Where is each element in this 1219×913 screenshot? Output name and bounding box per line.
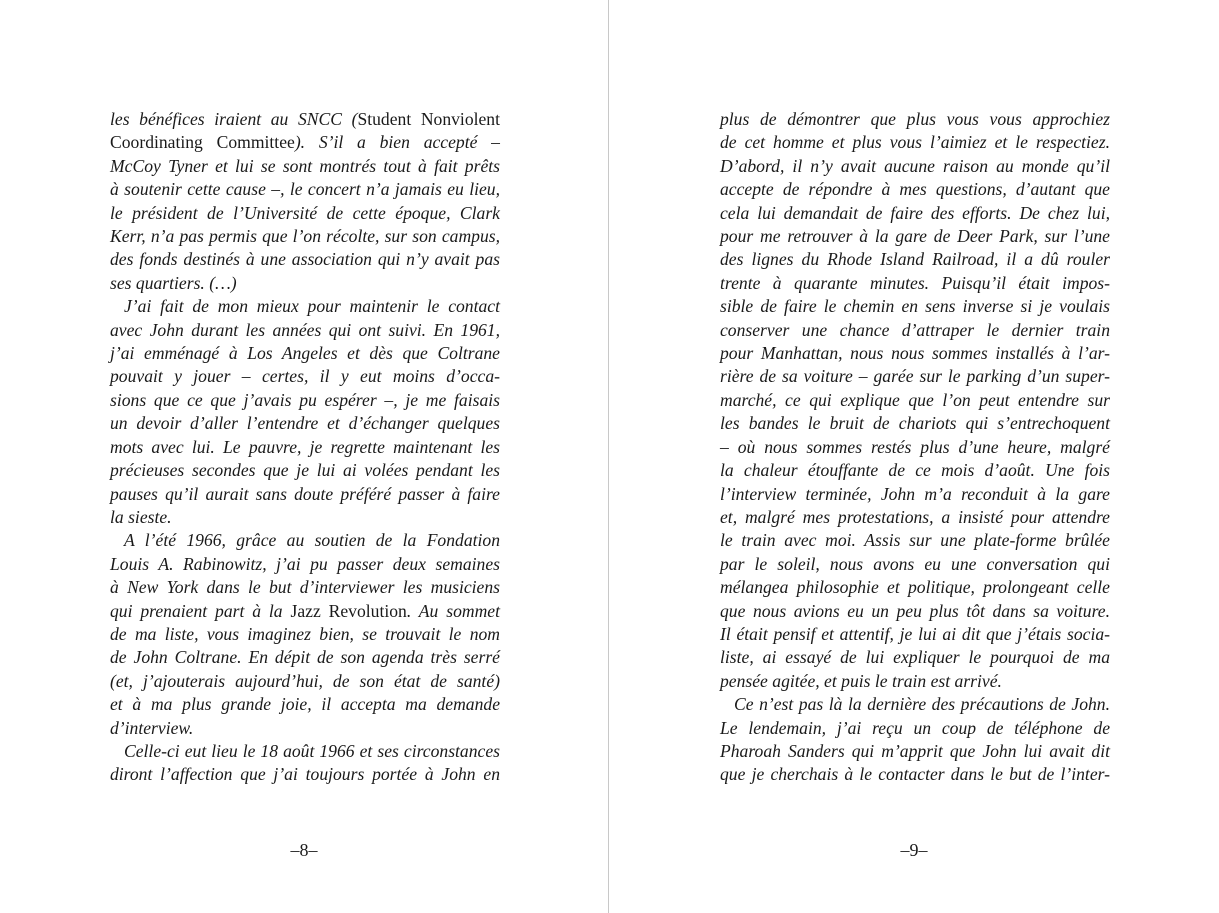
text-line: A l’été 1966, grâce au soutien de la Fondation [124, 530, 500, 551]
text-line: Le lendemain, j’ai reçu un coup de téléphone de [720, 717, 1110, 738]
text-line: marché, ce qui explique que l’on peut entendre sur [720, 389, 1110, 410]
page-number: –8– [290, 840, 318, 860]
text-line: la sieste. [110, 506, 172, 527]
text-line: qui prenaient part à la Jazz Revolution. Au sommet [110, 600, 500, 621]
text-line: des lignes du Rhode Island Railroad, il a dû rouler [720, 249, 1110, 270]
text-line: pour me retrouver à la gare de Deer Park, sur l’une [720, 226, 1110, 247]
text-line: pauses qu’il aurait sans doute préféré passer à faire [110, 483, 500, 504]
text-line: Louis A. Rabinowitz, j’ai pu passer deux semaines [110, 553, 500, 574]
text-line: liste, ai essayé de lui expliquer le pourquoi de ma [720, 647, 1110, 668]
text-line: par le soleil, nous avons eu une conversation qui [720, 553, 1110, 574]
text-line: ses quartiers. (…) [110, 272, 237, 293]
text-line: de ma liste, vous imaginez bien, se trouvait le nom [110, 623, 500, 644]
text-line: Celle-ci eut lieu le 18 août 1966 et ses circonstances [124, 740, 500, 761]
text-line: précieuses secondes que je lui ai volées pendant les [110, 460, 500, 481]
text-line: et, malgré mes protestations, a insisté pour attendre [720, 506, 1110, 527]
text-line: J’ai fait de mon mieux pour maintenir le contact [124, 296, 500, 317]
right-page [609, 0, 1219, 913]
text-line: Kerr, n’a pas permis que l’on récolte, sur son campus, [110, 226, 500, 247]
text-line: les bandes le bruit de chariots qui s’entrechoquent [720, 413, 1110, 434]
text-line: à New York dans le but d’interviewer les musiciens [110, 577, 500, 598]
text-line: que je cherchais à le contacter dans le but de l’inter- [720, 764, 1110, 785]
text-line: trente à quarante minutes. Puisqu’il était impos- [720, 272, 1110, 293]
text-line: conserver une chance d’attraper le dernier train [720, 319, 1110, 340]
text-line: que nous avions eu un peu plus tôt dans sa voiture. [720, 600, 1110, 621]
text-line: pensée agitée, et puis le train est arrivé. [720, 670, 1002, 691]
text-line: plus de démontrer que plus vous vous approchiez [720, 109, 1110, 129]
text-line: j’ai emménagé à Los Angeles et dès que Coltrane [110, 343, 500, 364]
left-page [0, 0, 608, 913]
text-line: pour Manhattan, nous nous sommes installés à l’ar- [720, 343, 1110, 364]
text-line: rière de sa voiture – garée sur le parking d’un super- [720, 366, 1110, 387]
text-line: diront l’affection que j’ai toujours portée à John en [110, 764, 500, 785]
text-line: mots avec lui. Le pauvre, je regrette maintenant les [110, 436, 500, 457]
text-line: mélangea philosophie et politique, prolongeant celle [720, 577, 1110, 598]
text-line: sions que ce que j’avais pu espérer –, je me faisais [110, 389, 500, 410]
text-line: – où nous sommes restés plus d’une heure, malgré [720, 436, 1110, 457]
text-line: des fonds destinés à une association qui n’y avait pas [110, 249, 500, 270]
text-line: (et, j’ajouterais aujourd’hui, de son état de santé) [110, 670, 500, 691]
page-number: –9– [900, 840, 928, 860]
text-line: Coordinating Committee). S’il a bien accepté – [110, 132, 500, 153]
text-line: McCoy Tyner et lui se sont montrés tout à fait prêts [110, 155, 500, 176]
text-line: Il était pensif et attentif, je lui ai dit que j’étais socia- [720, 623, 1110, 644]
text-line: le président de l’Université de cette époque, Clark [110, 202, 500, 223]
text-line: à soutenir cette cause –, le concert n’a jamais eu lieu, [110, 179, 500, 200]
text-line: pouvait y jouer – certes, il y eut moins d’occa- [110, 366, 500, 387]
text-line: de John Coltrane. En dépit de son agenda très serré [110, 647, 500, 668]
text-line: D’abord, il n’y avait aucune raison au monde qu’il [720, 155, 1110, 176]
text-line: d’interview. [110, 717, 194, 738]
text-line: et à ma plus grande joie, il accepta ma demande [110, 694, 500, 715]
text-line: accepte de répondre à mes questions, d’autant que [720, 179, 1110, 200]
right-page-text [720, 108, 1110, 787]
text-line: Ce n’est pas là la dernière des précautions de John. [734, 694, 1110, 715]
text-line: Pharoah Sanders qui m’apprit que John lui avait dit [720, 740, 1110, 761]
text-line: cela lui demandait de faire des efforts. De chez lui, [720, 202, 1110, 223]
left-page-text [110, 108, 500, 787]
text-line: sible de faire le chemin en sens inverse si je voulais [720, 296, 1110, 317]
text-line: un devoir d’aller l’entendre et d’échanger quelques [110, 413, 500, 434]
text-line: de cet homme et plus vous l’aimiez et le respectiez. [720, 132, 1110, 153]
text-line: le train avec moi. Assis sur une plate-forme brûlée [720, 530, 1110, 551]
text-line: avec John durant les années qui ont suivi. En 1961, [110, 319, 500, 340]
text-line: les bénéfices iraient au SNCC (Student Nonviolent [110, 109, 500, 129]
text-line: la chaleur étouffante de ce mois d’août. Une fois [720, 460, 1110, 481]
text-line: l’interview terminée, John m’a reconduit à la gare [720, 483, 1110, 504]
